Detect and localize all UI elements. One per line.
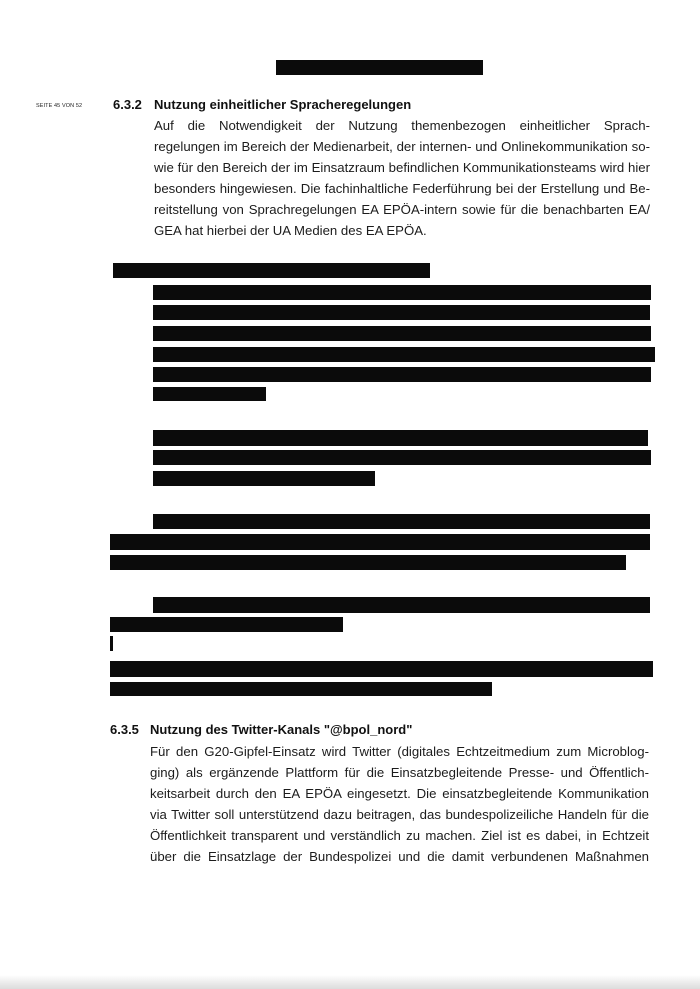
body-line: Für den G20-Gipfel-Einsatz wird Twitter (digitales Echtzeitmedium zum Microblog- bbox=[150, 744, 649, 759]
section-6-3-2-title: Nutzung einheitlicher Spracheregelungen bbox=[154, 97, 412, 112]
redacted-line bbox=[110, 661, 653, 677]
redacted-line bbox=[153, 450, 651, 465]
page-number-label: SEITE 45 VON 52 bbox=[36, 103, 83, 109]
redacted-line bbox=[153, 367, 651, 382]
redacted-line bbox=[153, 305, 650, 320]
body-line: wie für den Bereich der im Einsatzraum befindlichen Kommunikationsteams wird hier bbox=[154, 160, 650, 175]
body-line: reitstellung von Sprachregelungen EA EPÖA-intern sowie für die benachbarten EA/ bbox=[154, 202, 650, 217]
redacted-line bbox=[153, 597, 650, 613]
section-6-3-5-body bbox=[150, 741, 649, 867]
redacted-line bbox=[153, 430, 648, 446]
redacted-line bbox=[153, 347, 655, 362]
redacted-heading bbox=[113, 263, 430, 278]
body-line: regelungen im Bereich der Medienarbeit, der internen- und Onlinekommunikation so- bbox=[154, 139, 650, 154]
section-6-3-5-number: 6.3.5 bbox=[110, 722, 139, 737]
section-6-3-2-body bbox=[154, 115, 650, 241]
body-line: Öffentlichkeit transparent und verständlich zu machen. Ziel ist es dabei, in Echtzeit bbox=[150, 828, 649, 843]
body-line: keitsarbeit durch den EA EPÖA eingesetzt. Die einsatzbegleitende Kommunikation bbox=[150, 786, 649, 801]
redacted-line bbox=[110, 682, 492, 696]
body-line: ging) als ergänzende Plattform für die Einsatzbegleitende Presse- und Öffentlich- bbox=[150, 765, 649, 780]
section-6-3-2-number: 6.3.2 bbox=[113, 97, 142, 112]
redacted-line bbox=[153, 514, 650, 529]
redacted-line bbox=[153, 285, 651, 300]
body-line: GEA hat hierbei der UA Medien des EA EPÖA. bbox=[154, 223, 427, 238]
redacted-mark bbox=[110, 636, 113, 651]
redacted-line bbox=[110, 555, 626, 570]
redacted-line bbox=[153, 471, 375, 486]
body-line: Auf die Notwendigkeit der Nutzung themenbezogen einheitlicher Sprach- bbox=[154, 118, 650, 133]
page-bottom-edge bbox=[0, 975, 700, 989]
body-line: besonders hingewiesen. Die fachinhaltliche Federführung bei der Erstellung und Be- bbox=[154, 181, 650, 196]
body-line: über die Einsatzlage der Bundespolizei und die damit verbundenen Maßnahmen bbox=[150, 849, 649, 864]
redacted-line bbox=[110, 617, 343, 632]
redacted-header bbox=[276, 60, 483, 75]
redacted-line bbox=[153, 326, 651, 341]
redacted-line bbox=[153, 387, 266, 401]
redacted-line bbox=[110, 534, 650, 550]
section-6-3-5-title: Nutzung des Twitter-Kanals "@bpol_nord" bbox=[150, 722, 413, 737]
body-line: via Twitter soll unterstützend dazu beitragen, das bundespolizeiliche Handeln für die bbox=[150, 807, 649, 822]
